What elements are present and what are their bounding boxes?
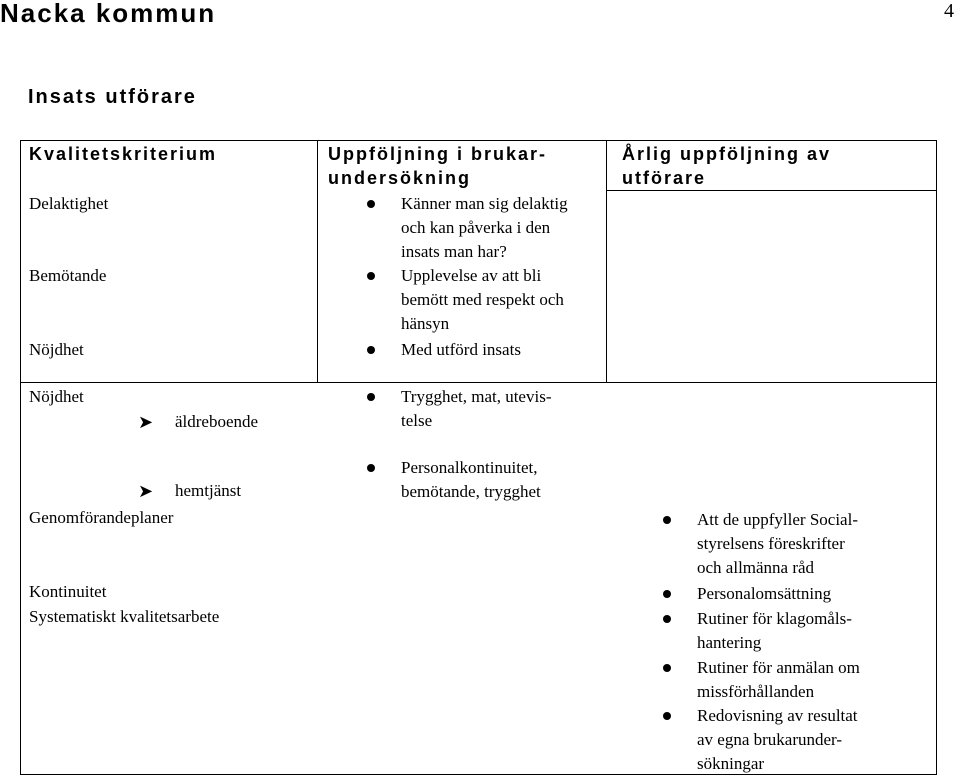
column-divider-1 [317,140,318,382]
annual-item: Personalomsättning [697,584,832,603]
criterion-bemotande: Bemötande [29,266,107,285]
bullet-dot-icon [663,590,671,598]
quality-criteria-table [20,140,937,775]
annual-item: Redovisning av resultat av egna brukarunder- sökningar [697,706,858,773]
header-line: Årlig uppföljning av [622,144,831,164]
annual-item: Rutiner för klagomåls- hantering [697,609,852,652]
criterion-systematiskt-kvalitetsarbete: Systematiskt kvalitetsarbete [29,607,220,626]
survey-item: Känner man sig delaktig och kan påverka i den insats man har? [401,194,568,261]
arrow-bullet-icon: ➤ [138,481,154,501]
survey-item: Med utförd insats [401,340,521,359]
bullet-dot-icon [367,346,375,354]
sub-aldreboende: äldreboende [175,412,259,431]
section-title: Insats utförare [28,86,197,108]
arrow-bullet-icon: ➤ [138,412,154,432]
header-line: Kvalitetskriterium [29,144,218,164]
bullet-dot-icon [367,393,375,401]
criterion-nojdhet-sub: Nöjdhet [29,387,84,406]
criterion-nojdhet: Nöjdhet [29,340,84,359]
survey-item: Trygghet, mat, utevis- telse [401,387,552,430]
bullet-dot-icon [367,200,375,208]
header-row-divider [606,190,936,191]
bullet-dot-icon [367,272,375,280]
bullet-dot-icon [663,712,671,720]
criterion-kontinuitet: Kontinuitet [29,582,107,601]
page-number: 4 [944,0,954,22]
criterion-delaktighet: Delaktighet [29,194,109,213]
survey-item: Upplevelse av att bli bemött med respekt och hänsyn [401,266,564,333]
document-header-title: Nacka kommun [0,0,217,28]
header-line: Uppföljning i brukar- [328,144,547,164]
survey-item: Personalkontinuitet, bemötande, trygghet [401,458,541,501]
annual-item: Att de uppfyller Social- styrelsens föreskrifter och allmänna råd [697,510,858,577]
table-border-left [20,140,21,775]
sub-hemtjanst: hemtjänst [175,481,242,500]
column-divider-2 [606,140,607,382]
table-border-top [20,140,937,141]
header-line: undersökning [328,168,472,188]
bullet-dot-icon [367,464,375,472]
annual-item: Rutiner för anmälan om missförhållanden [697,658,860,701]
criterion-genomforandeplaner: Genomförandeplaner [29,508,174,527]
column-header-annual [622,142,831,190]
bullet-dot-icon [663,664,671,672]
column-header-survey [328,142,547,190]
bullet-dot-icon [663,516,671,524]
section-divider [20,382,937,383]
header-line: utförare [622,168,707,188]
table-border-right [936,140,937,775]
column-header-criterion [29,142,217,166]
bullet-dot-icon [663,615,671,623]
